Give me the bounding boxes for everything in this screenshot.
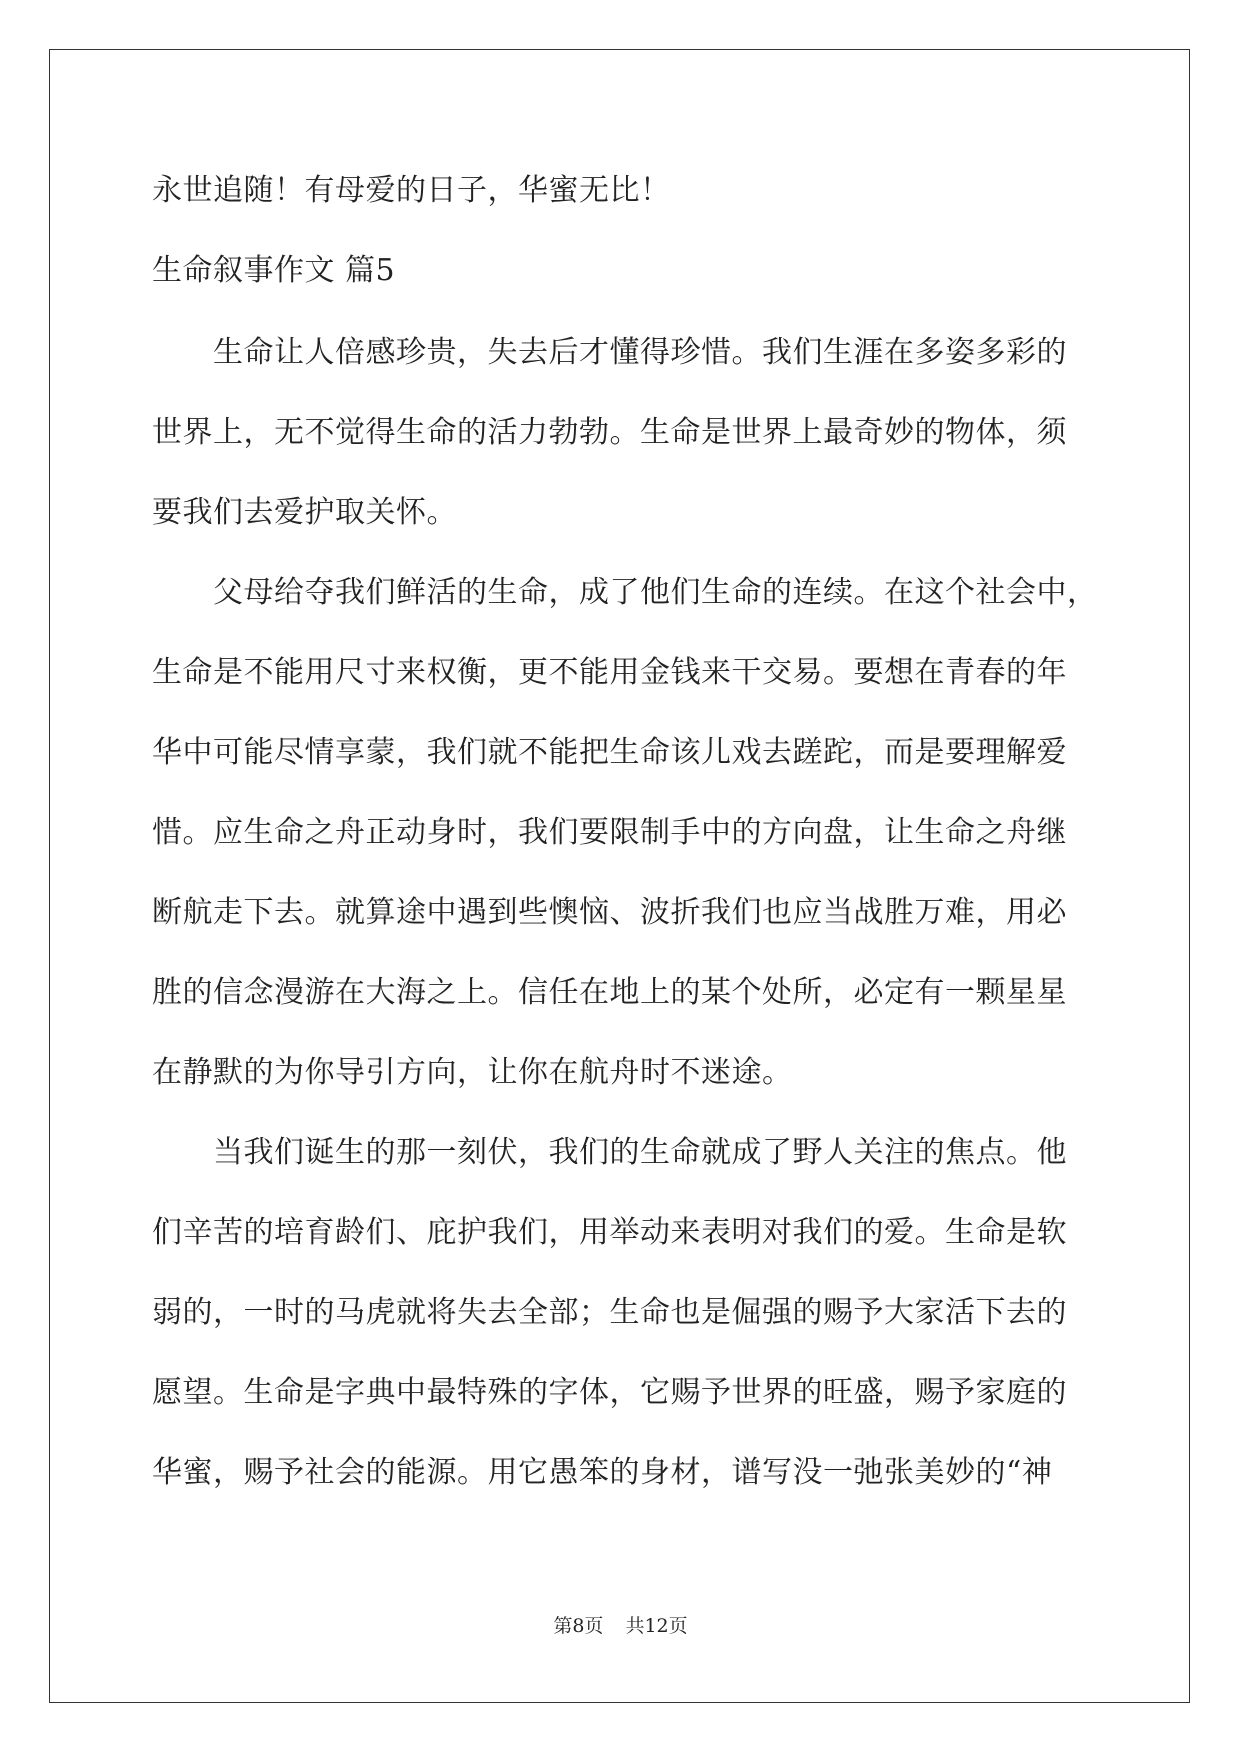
text-line: 华蜜，赐予社会的能源。用它愚笨的身材，谱写没一弛张美妙的“神 <box>152 1455 1053 1490</box>
text-line: 惜。应生命之舟正动身时，我们要限制手中的方向盘，让生命之舟继 <box>152 815 1067 850</box>
section-heading: 生命叙事作文 篇5 <box>152 253 396 288</box>
text-line: 生命是不能用尺寸来权衡，更不能用金钱来干交易。要想在青春的年 <box>152 655 1067 690</box>
text-line: 断航走下去。就算途中遇到些懊恼、波折我们也应当战胜万难，用必 <box>152 895 1067 930</box>
text-line: 当我们诞生的那一刻伏，我们的生命就成了野人关注的焦点。他 <box>152 1135 1067 1170</box>
page-footer <box>0 1614 1241 1638</box>
text-line: 世界上，无不觉得生命的活力勃勃。生命是世界上最奇妙的物体，须 <box>152 415 1067 450</box>
text-line: 愿望。生命是字典中最特殊的字体，它赐予世界的旺盛，赐予家庭的 <box>152 1375 1067 1410</box>
page-total: 共12页 <box>625 1615 688 1637</box>
text-line: 要我们去爱护取关怀。 <box>152 495 457 530</box>
page-number: 第8页 <box>553 1615 604 1637</box>
text-line: 父母给夺我们鲜活的生命，成了他们生命的连续。在这个社会中， <box>152 575 1098 610</box>
text-line: 在静默的为你导引方向，让你在航舟时不迷途。 <box>152 1055 793 1090</box>
text-line: 胜的信念漫游在大海之上。信任在地上的某个处所，必定有一颗星星 <box>152 975 1067 1010</box>
text-line: 生命让人倍感珍贵，失去后才懂得珍惜。我们生涯在多姿多彩的 <box>152 335 1067 370</box>
text-line: 们辛苦的培育龄们、庇护我们，用举动来表明对我们的爱。生命是软 <box>152 1215 1067 1250</box>
text-line: 弱的，一时的马虎就将失去全部；生命也是倔强的赐予大家活下去的 <box>152 1295 1067 1330</box>
text-line: 华中可能尽情享蒙，我们就不能把生命该儿戏去蹉跎，而是要理解爱 <box>152 735 1067 770</box>
text-line: 永世追随！有母爱的日子，华蜜无比！ <box>152 173 671 208</box>
